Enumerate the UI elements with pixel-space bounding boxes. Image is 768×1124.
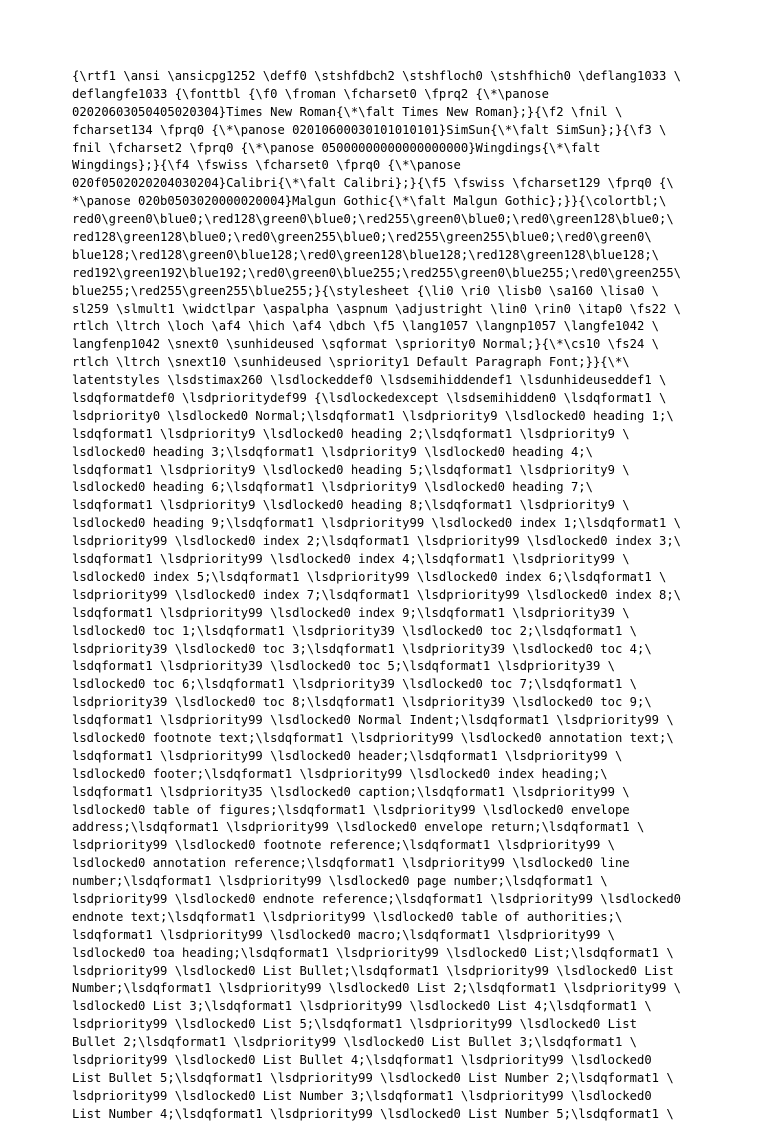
- text-line: rtlch \ltrch \loch \af4 \hich \af4 \dbch \f5 \lang1057 \langnp1057 \langfe1042 \: [72, 319, 659, 334]
- text-line: lsdlocked0 toa heading;\lsdqformat1 \lsdpriority99 \lsdlocked0 List;\lsdqformat1 \: [72, 945, 674, 960]
- text-line: {\rtf1 \ansi \ansicpg1252 \deff0 \stshfdbch2 \stshfloch0 \stshfhich0 \deflang1033 \: [72, 69, 682, 83]
- text-line: lsdlocked0 footnote text;\lsdqformat1 \lsdpriority99 \lsdlocked0 annotation text;\: [72, 730, 674, 745]
- text-line: lsdpriority99 \lsdlocked0 footnote reference;\lsdqformat1 \lsdpriority99 \: [72, 838, 615, 853]
- text-line: lsdlocked0 heading 9;\lsdqformat1 \lsdpriority99 \lsdlocked0 index 1;\lsdqformat1 \: [72, 516, 682, 531]
- text-line: List Number 4;\lsdqformat1 \lsdpriority99 \lsdlocked0 List Number 5;\lsdqformat1 \: [72, 1106, 674, 1121]
- text-line: lsdqformat1 \lsdpriority99 \lsdlocked0 header;\lsdqformat1 \lsdpriority99 \: [72, 748, 623, 763]
- text-line: deflangfe1033 {\fonttbl {\f0 \froman \fcharset0 \fprq2 {\*\panose: [72, 86, 549, 101]
- text-line: rtlch \ltrch \snext10 \sunhideused \spriority1 Default Paragraph Font;}}{\*\: [72, 355, 630, 370]
- text-line: lsdpriority99 \lsdlocked0 List 5;\lsdqformat1 \lsdpriority99 \lsdlocked0 List: [72, 1017, 637, 1032]
- text-line: langfenp1042 \snext0 \sunhideused \sqformat \spriority0 Normal;}{\*\cs10 \fs24 \: [72, 337, 659, 352]
- text-line: lsdpriority99 \lsdlocked0 endnote reference;\lsdqformat1 \lsdpriority99 \lsdlocked0: [72, 891, 682, 906]
- text-line: lsdqformat1 \lsdpriority35 \lsdlocked0 caption;\lsdqformat1 \lsdpriority99 \: [72, 784, 630, 799]
- text-line: Bullet 2;\lsdqformat1 \lsdpriority99 \lsdlocked0 List Bullet 3;\lsdqformat1 \: [72, 1035, 637, 1050]
- text-line: lsdlocked0 footer;\lsdqformat1 \lsdpriority99 \lsdlocked0 index heading;\: [72, 766, 608, 781]
- text-line: number;\lsdqformat1 \lsdpriority99 \lsdlocked0 page number;\lsdqformat1 \: [72, 874, 608, 889]
- text-line: lsdlocked0 toc 1;\lsdqformat1 \lsdpriority39 \lsdlocked0 toc 2;\lsdqformat1 \: [72, 623, 637, 638]
- text-line: lsdpriority39 \lsdlocked0 toc 3;\lsdqformat1 \lsdpriority39 \lsdlocked0 toc 4;\: [72, 641, 652, 656]
- text-line: Number;\lsdqformat1 \lsdpriority99 \lsdlocked0 List 2;\lsdqformat1 \lsdpriority99 \: [72, 981, 682, 996]
- text-line: lsdqformat1 \lsdpriority99 \lsdlocked0 macro;\lsdqformat1 \lsdpriority99 \: [72, 927, 615, 942]
- text-line: lsdqformat1 \lsdpriority99 \lsdlocked0 Normal Indent;\lsdqformat1 \lsdpriority99 \: [72, 713, 674, 728]
- text-line: lsdpriority99 \lsdlocked0 List Bullet;\lsdqformat1 \lsdpriority99 \lsdlocked0 List: [72, 963, 674, 978]
- text-line: lsdlocked0 toc 6;\lsdqformat1 \lsdpriority39 \lsdlocked0 toc 7;\lsdqformat1 \: [72, 677, 637, 692]
- text-line: red128\green128\blue0;\red0\green255\blue0;\red255\green255\blue0;\red0\green0\: [72, 230, 652, 245]
- text-line: 02020603050405020304}Times New Roman{\*\falt Times New Roman};}{\f2 \fnil \: [72, 104, 623, 119]
- text-line: latentstyles \lsdstimax260 \lsdlockeddef0 \lsdsemihiddendef1 \lsdunhideuseddef1 \: [72, 373, 667, 388]
- text-line: lsdpriority99 \lsdlocked0 index 7;\lsdqformat1 \lsdpriority99 \lsdlocked0 index 8;\: [72, 587, 682, 602]
- text-line: blue255;\red255\green255\blue255;}{\stylesheet {\li0 \ri0 \lisb0 \sa160 \lisa0 \: [72, 283, 659, 298]
- rtf-source-text: [72, 68, 712, 1124]
- text-line: address;\lsdqformat1 \lsdpriority99 \lsdlocked0 envelope return;\lsdqformat1 \: [72, 820, 645, 835]
- text-line: lsdpriority99 \lsdlocked0 index 2;\lsdqformat1 \lsdpriority99 \lsdlocked0 index 3;\: [72, 534, 682, 549]
- text-line: lsdpriority99 \lsdlocked0 List Bullet 4;\lsdqformat1 \lsdpriority99 \lsdlocked0: [72, 1052, 652, 1067]
- text-line: sl259 \slmult1 \widctlpar \aspalpha \aspnum \adjustright \lin0 \rin0 \itap0 \fs22 \: [72, 301, 682, 316]
- text-line: red192\green192\blue192;\red0\green0\blue255;\red255\green0\blue255;\red0\green255\: [72, 265, 682, 280]
- text-line: 020f0502020204030204}Calibri{\*\falt Calibri};}{\f5 \fswiss \fcharset129 \fprq0 {\: [72, 176, 674, 191]
- text-line: lsdqformat1 \lsdpriority9 \lsdlocked0 heading 5;\lsdqformat1 \lsdpriority9 \: [72, 462, 630, 477]
- text-line: lsdqformat1 \lsdpriority39 \lsdlocked0 toc 5;\lsdqformat1 \lsdpriority39 \: [72, 659, 615, 674]
- text-line: lsdlocked0 annotation reference;\lsdqformat1 \lsdpriority99 \lsdlocked0 line: [72, 856, 630, 871]
- text-line: lsdpriority99 \lsdlocked0 List Number 3;\lsdqformat1 \lsdpriority99 \lsdlocked0: [72, 1088, 652, 1103]
- text-line: lsdlocked0 heading 6;\lsdqformat1 \lsdpriority9 \lsdlocked0 heading 7;\: [72, 480, 593, 495]
- text-line: blue128;\red128\green0\blue128;\red0\green128\blue128;\red128\green128\blue128;\: [72, 247, 659, 262]
- text-line: lsdqformatdef0 \lsdprioritydef99 {\lsdlockedexcept \lsdsemihidden0 \lsdqformat1 \: [72, 391, 667, 406]
- text-line: List Bullet 5;\lsdqformat1 \lsdpriority99 \lsdlocked0 List Number 2;\lsdqformat1 \: [72, 1070, 674, 1085]
- text-line: lsdpriority39 \lsdlocked0 toc 8;\lsdqformat1 \lsdpriority39 \lsdlocked0 toc 9;\: [72, 695, 652, 710]
- text-line: lsdlocked0 index 5;\lsdqformat1 \lsdpriority99 \lsdlocked0 index 6;\lsdqformat1 \: [72, 569, 667, 584]
- text-line: fcharset134 \fprq0 {\*\panose 02010600030101010101}SimSun{\*\falt SimSun};}{\f3 \: [72, 122, 667, 137]
- text-line: lsdqformat1 \lsdpriority9 \lsdlocked0 heading 8;\lsdqformat1 \lsdpriority9 \: [72, 498, 630, 513]
- text-line: lsdlocked0 heading 3;\lsdqformat1 \lsdpriority9 \lsdlocked0 heading 4;\: [72, 444, 593, 459]
- text-line: lsdqformat1 \lsdpriority99 \lsdlocked0 index 9;\lsdqformat1 \lsdpriority39 \: [72, 605, 630, 620]
- text-line: lsdqformat1 \lsdpriority9 \lsdlocked0 heading 2;\lsdqformat1 \lsdpriority9 \: [72, 426, 630, 441]
- text-line: lsdqformat1 \lsdpriority99 \lsdlocked0 index 4;\lsdqformat1 \lsdpriority99 \: [72, 552, 630, 567]
- text-line: red0\green0\blue0;\red128\green0\blue0;\red255\green0\blue0;\red0\green128\blue0;\: [72, 212, 674, 227]
- text-line: lsdlocked0 table of figures;\lsdqformat1 \lsdpriority99 \lsdlocked0 envelope: [72, 802, 630, 817]
- text-line: lsdpriority0 \lsdlocked0 Normal;\lsdqformat1 \lsdpriority9 \lsdlocked0 heading 1;\: [72, 408, 674, 423]
- text-line: fnil \fcharset2 \fprq0 {\*\panose 05000000000000000000}Wingdings{\*\falt: [72, 140, 601, 155]
- text-line: *\panose 020b0503020000020004}Malgun Gothic{\*\falt Malgun Gothic};}}{\colortbl;\: [72, 194, 667, 209]
- text-line: endnote text;\lsdqformat1 \lsdpriority99 \lsdlocked0 table of authorities;\: [72, 909, 623, 924]
- text-line: lsdlocked0 List 3;\lsdqformat1 \lsdpriority99 \lsdlocked0 List 4;\lsdqformat1 \: [72, 999, 652, 1014]
- text-line: Wingdings};}{\f4 \fswiss \fcharset0 \fprq0 {\*\panose: [72, 158, 461, 173]
